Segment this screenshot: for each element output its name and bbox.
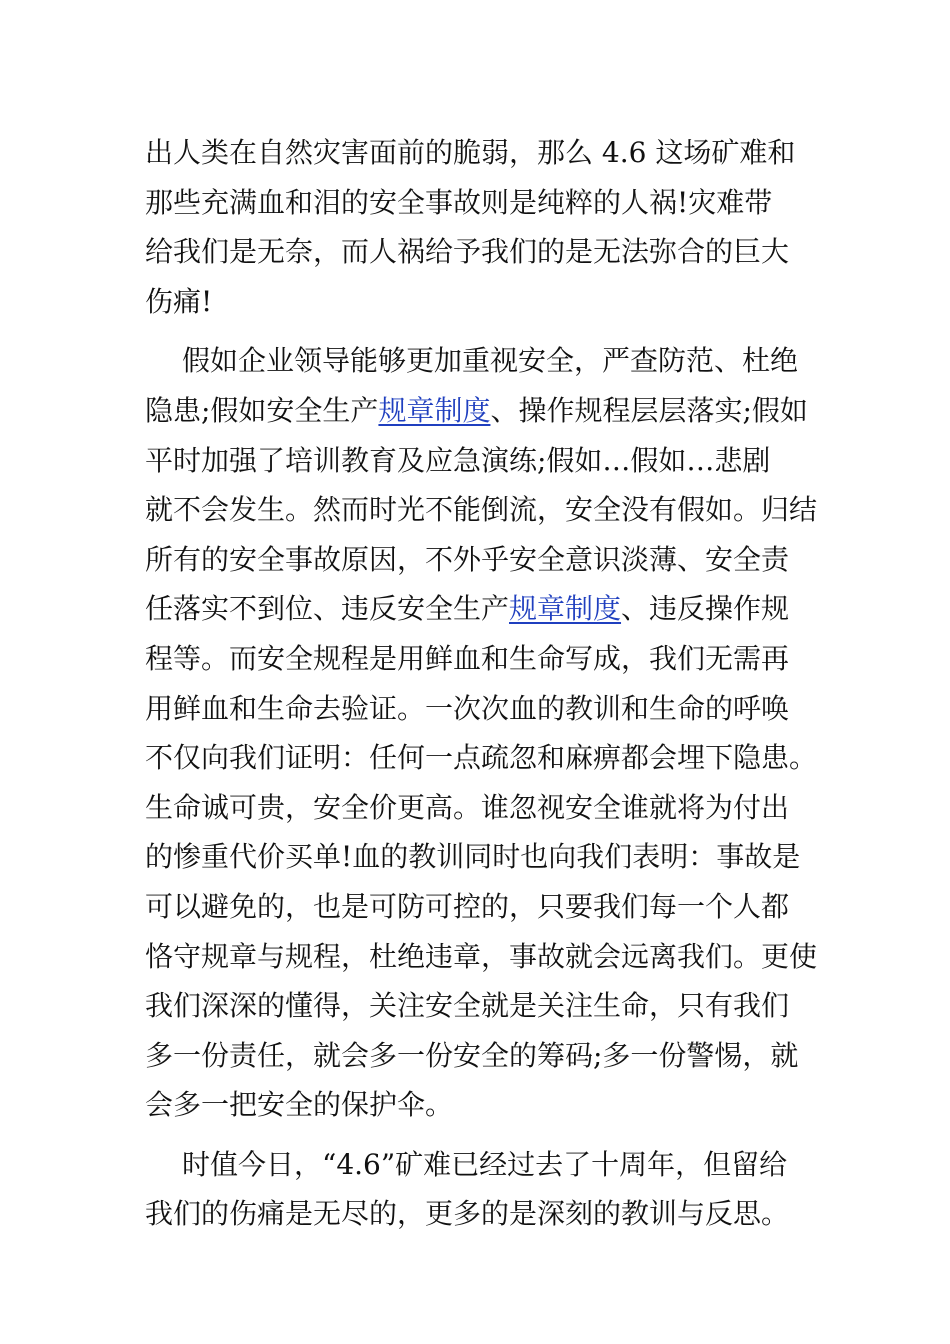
text-segment: 、违反操作规 — [621, 592, 790, 626]
text-line — [145, 783, 825, 833]
paragraph — [145, 1140, 825, 1239]
text-segment: 不仅向我们证明：任何一点疏忽和麻痹都会埋下隐患。 — [145, 741, 818, 775]
paragraph — [145, 128, 825, 326]
text-line — [145, 1140, 825, 1190]
paragraph — [145, 336, 825, 1130]
text-segment: 伤痛! — [145, 284, 213, 318]
text-segment: 用鲜血和生命去验证。一次次血的教训和生命的呼唤 — [145, 691, 790, 725]
text-line — [145, 1031, 825, 1081]
text-segment: 恪守规章与规程，杜绝违章，事故就会远离我们。更使 — [145, 939, 818, 973]
text-line — [145, 485, 825, 535]
text-line — [145, 336, 825, 386]
text-line — [145, 128, 825, 178]
text-line — [145, 932, 825, 982]
text-segment: 任落实不到位、违反安全生产 — [145, 592, 510, 626]
text-line — [145, 584, 825, 634]
text-line — [145, 227, 825, 277]
text-segment: 平时加强了培训教育及应急演练;假如…假如…悲剧 — [145, 443, 771, 477]
text-segment: 所有的安全事故原因，不外乎安全意识淡薄、安全责 — [145, 542, 790, 576]
text-segment: 出人类在自然灾害面前的脆弱，那么 4.6 这场矿难和 — [145, 136, 796, 169]
text-segment: 时值今日，“4.6”矿难已经过去了十周年，但留给 — [182, 1147, 788, 1181]
text-line — [145, 733, 825, 783]
text-segment: 的惨重代价买单!血的教训同时也向我们表明：事故是 — [145, 840, 801, 874]
text-line — [145, 178, 825, 228]
paragraph-spacer — [145, 326, 825, 336]
text-segment: 我们的伤痛是无尽的，更多的是深刻的教训与反思。 — [145, 1197, 790, 1231]
text-segment: 就不会发生。然而时光不能倒流，安全没有假如。归结 — [145, 493, 818, 527]
text-segment: 生命诚可贵，安全价更高。谁忽视安全谁就将为付出 — [145, 790, 790, 824]
text-segment: 我们深深的懂得，关注安全就是关注生命，只有我们 — [145, 989, 790, 1023]
text-line — [145, 684, 825, 734]
text-segment: 多一份责任，就会多一份安全的筹码;多一份警惕，就 — [145, 1038, 799, 1072]
paragraph-spacer — [145, 1130, 825, 1140]
text-segment: 程等。而安全规程是用鲜血和生命写成，我们无需再 — [145, 641, 790, 675]
text-segment: 、操作规程层层落实;假如 — [490, 393, 808, 427]
text-segment: 给我们是无奈，而人祸给予我们的是无法弥合的巨大 — [145, 235, 790, 269]
text-line — [145, 535, 825, 585]
regulation-link[interactable]: 规章制度 — [378, 393, 491, 427]
text-segment: 假如企业领导能够更加重视安全，严查防范、杜绝 — [182, 344, 799, 378]
text-line — [145, 1080, 825, 1130]
text-line — [145, 832, 825, 882]
text-line — [145, 386, 825, 436]
text-line — [145, 882, 825, 932]
text-line — [145, 981, 825, 1031]
text-line — [145, 436, 825, 486]
text-line — [145, 277, 825, 327]
text-line — [145, 1189, 825, 1239]
document-body — [145, 128, 825, 1239]
text-line — [145, 634, 825, 684]
text-segment: 可以避免的，也是可防可控的，只要我们每一个人都 — [145, 889, 790, 923]
text-segment: 隐患;假如安全生产 — [145, 393, 379, 427]
text-segment: 会多一把安全的保护伞。 — [145, 1088, 454, 1122]
text-segment: 那些充满血和泪的安全事故则是纯粹的人祸!灾难带 — [145, 185, 773, 219]
regulation-link[interactable]: 规章制度 — [509, 592, 622, 626]
